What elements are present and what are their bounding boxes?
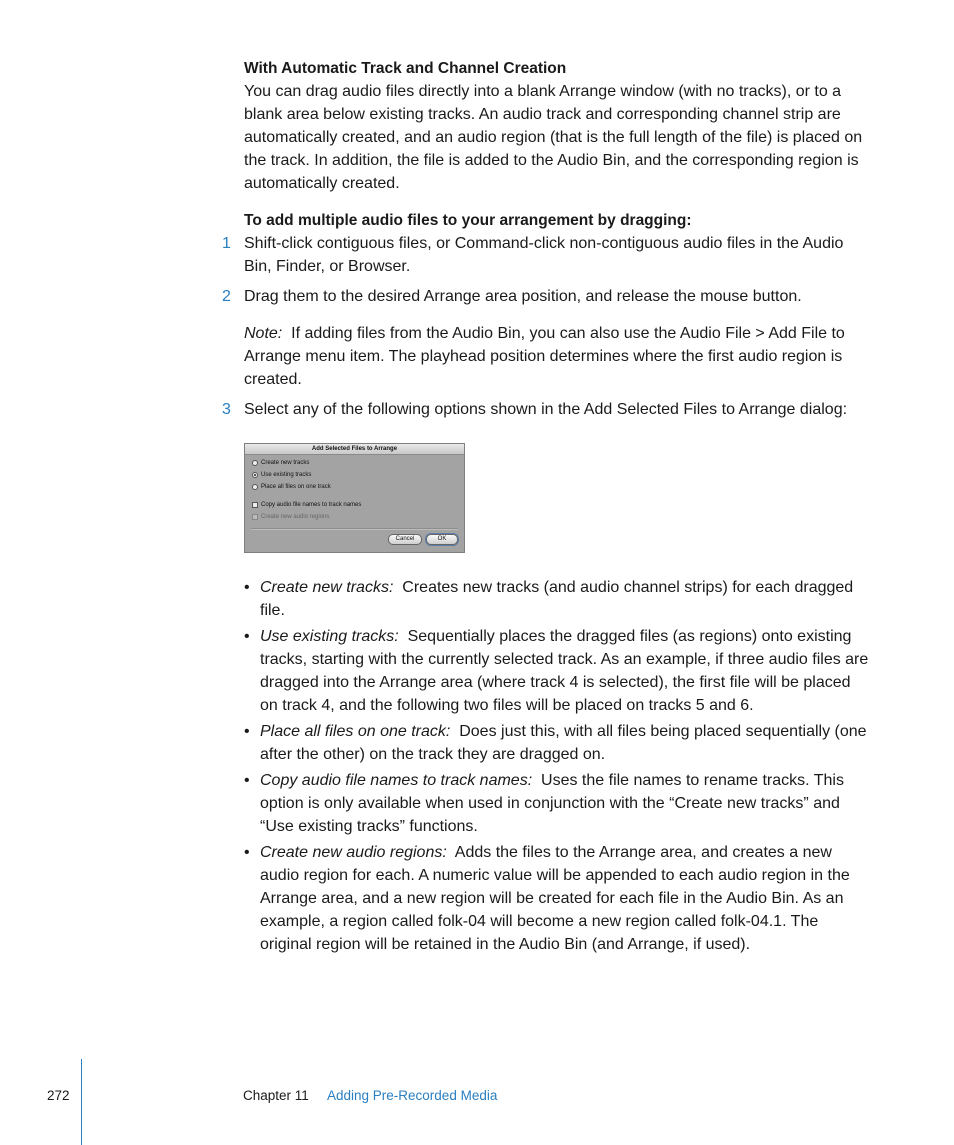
dialog-separator: [251, 528, 458, 530]
checkbox-create-regions: Create new audio regions: [252, 513, 329, 521]
checkbox-icon: [252, 502, 258, 508]
list-item: • Copy audio file names to track names: Uses the file names to rename tracks. This option is only available when used in conjunction with the “Create new tracks” and “Use existing tracks” functions.: [244, 772, 844, 835]
step-3: [222, 398, 872, 421]
step-text: Select any of the following options shown in the Add Selected Files to Arrange dialog:: [244, 401, 848, 418]
add-files-dialog-screenshot: [244, 443, 465, 553]
radio-icon: [252, 460, 258, 466]
list-item: • Use existing tracks: Sequentially places the dragged files (as regions) onto existing tracks, starting with the currently selected track. As an example, if three audio files are dragged into the Arrange area (where track 4 is selected), the first file will be placed on track 4, and the following two files will be placed on tracks 5 and 6.: [244, 628, 869, 714]
option-list: [244, 576, 872, 956]
note: [244, 322, 872, 391]
section-paragraph: You can drag audio files directly into a blank Arrange window (with no tracks), or to a blank area below existing tracks. An audio track and corresponding channel strip are automatically created, and an audio region (that is the full length of the file) is placed on the track. In addition, the file is added to the Audio Bin, and the corresponding region is automatically created.: [244, 83, 863, 192]
radio-place-all-files: Place all files on one track: [252, 483, 331, 491]
step-number: 3: [222, 401, 231, 418]
radio-selected-icon: [252, 472, 258, 478]
footer-divider: [81, 1059, 82, 1145]
checkbox-icon: [252, 514, 258, 520]
step-number: 1: [222, 235, 231, 252]
list-item: • Create new tracks: Creates new tracks (and audio channel strips) for each dragged file.: [244, 579, 854, 619]
procedure-heading: To add multiple audio files to your arrangement by dragging:: [244, 212, 692, 229]
radio-icon: [252, 484, 258, 490]
footer-chapter-title: Adding Pre-Recorded Media: [327, 1088, 498, 1103]
step-text: Drag them to the desired Arrange area position, and release the mouse button.: [244, 288, 802, 305]
page-content: [222, 57, 872, 959]
footer-chapter: Chapter 11: [243, 1088, 309, 1103]
note-text: If adding files from the Audio Bin, you can also use the Audio File > Add File to Arrange menu item. The playhead position determines where the first audio region is created.: [244, 325, 845, 388]
step-text: Shift-click contiguous files, or Command-click non-contiguous audio files in the Audio Bin, Finder, or Browser.: [244, 235, 844, 275]
step-number: 2: [222, 288, 231, 305]
dialog-cancel-button: Cancel: [388, 534, 422, 545]
note-label: Note:: [244, 325, 283, 342]
list-item: • Create new audio regions: Adds the files to the Arrange area, and creates a new audio region for each. A numeric value will be appended to each audio region in the Arrange area, and a new region will be created for each file in the Audio Bin. As an example, a region called folk-04 will become a new region called folk-04.1. The original region will be retained in the Audio Bin (and Arrange, if used).: [244, 844, 850, 953]
dialog-ok-button: OK: [426, 534, 458, 545]
step-1: [222, 232, 872, 278]
radio-use-existing-tracks: Use existing tracks: [252, 471, 311, 479]
checkbox-copy-names: Copy audio file names to track names: [252, 501, 361, 509]
list-item: • Place all files on one track: Does just this, with all files being placed sequentially (one after the other) on the track they are dragged on.: [244, 723, 867, 763]
radio-create-new-tracks: Create new tracks: [252, 459, 309, 467]
section-heading: With Automatic Track and Channel Creation: [244, 60, 567, 77]
dialog-title: Add Selected Files to Arrange: [245, 444, 464, 455]
page-number: 272: [47, 1088, 70, 1103]
step-2: [222, 285, 872, 308]
